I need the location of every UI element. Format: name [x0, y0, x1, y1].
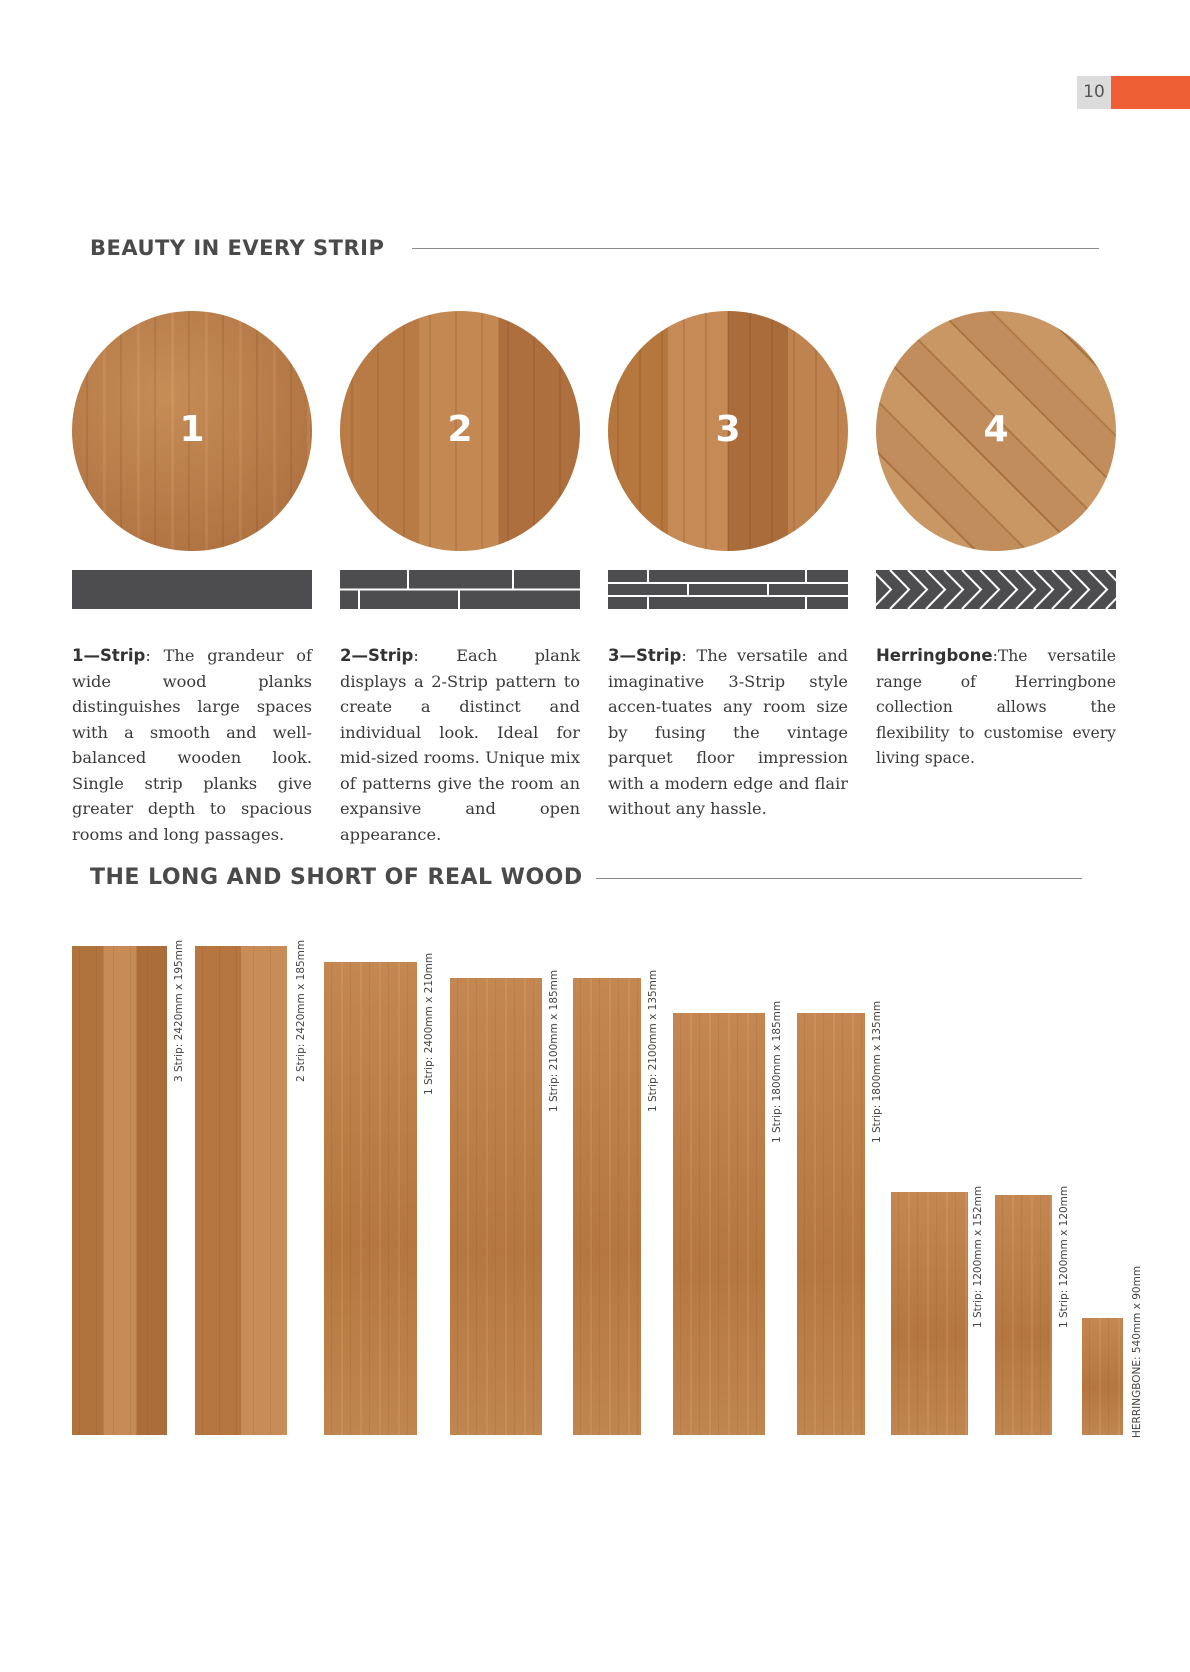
- strip-lead: Herringbone: [876, 646, 993, 665]
- section-rule: [596, 878, 1082, 879]
- strip-text: The versatile and imaginative 3-Strip style accen-tuates any room size by fusing the vintage parquet floor impression with a modern edge and flair without any hassle.: [608, 646, 848, 818]
- page-tab-accent: [1111, 76, 1190, 109]
- strip-description-1: [72, 643, 312, 847]
- plank-3-strip-2420x195: [72, 946, 167, 1435]
- wood-sample-circle-3: [608, 311, 848, 551]
- plank-1-strip-2400x210: [324, 962, 417, 1435]
- plank-label: 1 Strip: 1800mm x 135mm: [871, 1000, 883, 1143]
- strip-text: The grandeur of wide wood planks distinguishes large spaces with a smooth and well-balanced wooden look. Single strip planks give greater depth to spacious rooms and long passages.: [72, 646, 312, 844]
- herringbone-pattern-icon: [876, 570, 1116, 609]
- three-strip-pattern-icon: [608, 570, 848, 609]
- strip-text: The versatile range of Herringbone collection allows the flexibility to customise every living space.: [876, 647, 1116, 767]
- wood-sample-circle-2: [340, 311, 580, 551]
- section-rule: [412, 248, 1099, 249]
- strip-description-3: [608, 643, 848, 822]
- page-number: 10: [1077, 76, 1111, 109]
- wood-sample-circle-1: [72, 311, 312, 551]
- plank-label: 1 Strip: 1200mm x 152mm: [972, 1185, 984, 1328]
- plank-1-strip-2100x185: [450, 978, 542, 1435]
- strip-lead: 2—Strip: [340, 646, 414, 665]
- strip-number: 1: [179, 409, 205, 450]
- wood-sample-circle-4: [876, 311, 1116, 551]
- strip-description-2: [340, 643, 580, 847]
- plank-label: HERRINGBONE: 540mm x 90mm: [1131, 1265, 1143, 1438]
- plank-2-strip-2420x185: [195, 946, 287, 1435]
- plank-label: 1 Strip: 2100mm x 185mm: [548, 969, 560, 1112]
- plank-herringbone-540x90: [1082, 1318, 1123, 1435]
- plank-1-strip-1800x135: [797, 1013, 865, 1435]
- strip-sep: :: [413, 646, 457, 665]
- section-title-long-short: THE LONG AND SHORT OF REAL WOOD: [90, 865, 583, 890]
- strip-lead: 3—Strip: [608, 646, 682, 665]
- plank-label: 1 Strip: 2100mm x 135mm: [647, 969, 659, 1112]
- strip-lead: 1—Strip: [72, 646, 146, 665]
- strip-description-4: [876, 643, 1116, 772]
- strip-number: 3: [715, 409, 741, 450]
- strip-number: 2: [447, 409, 473, 450]
- one-strip-pattern-icon: [72, 570, 312, 609]
- plank-1-strip-1200x152: [891, 1192, 968, 1435]
- strip-number: 4: [983, 409, 1009, 450]
- section-title-beauty: BEAUTY IN EVERY STRIP: [90, 236, 385, 260]
- strip-sep: :: [992, 647, 998, 665]
- plank-label: 1 Strip: 1800mm x 185mm: [771, 1000, 783, 1143]
- plank-label: 1 Strip: 2400mm x 210mm: [423, 952, 435, 1095]
- plank-label: 3 Strip: 2420mm x 195mm: [173, 939, 185, 1082]
- plank-1-strip-1800x185: [673, 1013, 765, 1435]
- plank-label: 2 Strip: 2420mm x 185mm: [295, 939, 307, 1082]
- strip-sep: :: [681, 646, 697, 665]
- strip-text: Each plank displays a 2-Strip pattern to create a distinct and individual look. Ideal for mid-sized rooms. Unique mix of patterns give the room an expansive and open appearance.: [340, 646, 580, 844]
- two-strip-pattern-icon: [340, 570, 580, 609]
- plank-label: 1 Strip: 1200mm x 120mm: [1058, 1185, 1070, 1328]
- plank-1-strip-1200x120: [995, 1195, 1052, 1435]
- strip-sep: :: [145, 646, 164, 665]
- plank-1-strip-2100x135: [573, 978, 641, 1435]
